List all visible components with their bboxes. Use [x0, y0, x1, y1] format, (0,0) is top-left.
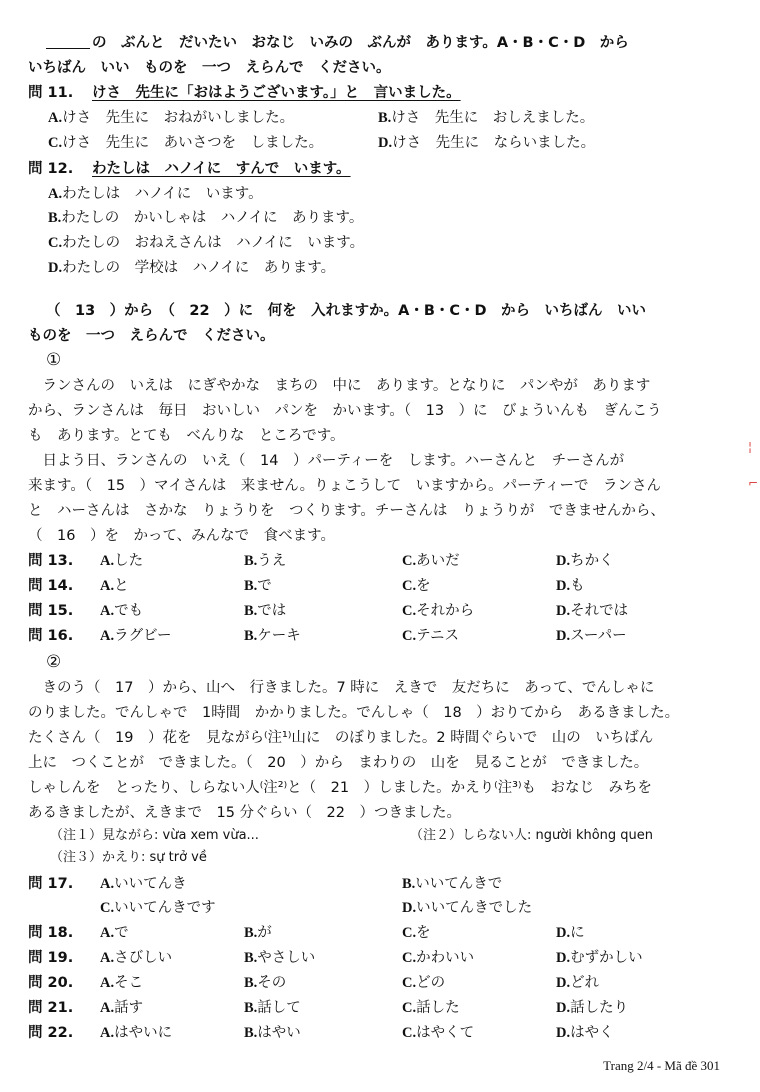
q17-option-a: A.いいてんき — [100, 876, 187, 892]
q19-option-a: A.さびしい — [100, 950, 173, 966]
q13-label: 問 13. — [28, 553, 74, 569]
q18-option-a: A.で — [100, 925, 129, 941]
q11-option-a: A.けさ 先生に おねがいしました。 — [48, 110, 295, 126]
q22-label: 問 22. — [28, 1025, 74, 1041]
q13-option-c: C.あいだ — [402, 553, 460, 569]
q11-option-d: D.けさ 先生に ならいました。 — [378, 135, 596, 151]
instruction-text: の ぶんと だいたい おなじ いみの ぶんが あります。A・B・C・D から — [92, 35, 629, 51]
q16-option-b: B.ケーキ — [244, 628, 301, 644]
passage2-line: たくさん（ 19 ）花を 見ながら⁽注¹⁾山に のぼりました。2 時間ぐらいで 山の いちばん — [28, 730, 654, 746]
q16-option-a: A.ラグビー — [100, 628, 172, 644]
passage1-line: ランさんの いえは にぎやかな まちの 中に あります。となりに パンやが あります — [28, 378, 651, 394]
passage1-line: （ 16 ）を かって、みんなで 食べます。 — [28, 528, 335, 544]
q15-option-d: D.それでは — [556, 603, 629, 619]
passage1-marker: ① — [46, 350, 62, 370]
q20-label: 問 20. — [28, 975, 74, 991]
passage2-line: のりました。でんしゃで 1時間 かかりました。でんしゃ（ 18 ）おりてから あるきました。 — [28, 705, 680, 721]
q11-option-b: B.けさ 先生に おしえました。 — [378, 110, 595, 126]
q16-option-d: D.スーパー — [556, 628, 627, 644]
q15-option-b: B.では — [244, 603, 287, 619]
q20-option-a: A.そこ — [100, 975, 144, 991]
q14-option-d: D.も — [556, 578, 585, 594]
instruction-line-1 — [46, 34, 629, 52]
q14-option-c: C.を — [402, 578, 431, 594]
passage1-line: と ハーさんは さかな りょうりを つくります。チーさんは りょうりが できませんから、 — [28, 503, 665, 519]
q22-option-d: D.はやく — [556, 1025, 614, 1041]
q21-option-b: B.話して — [244, 1000, 301, 1016]
q21-option-a: A.話す — [100, 1000, 144, 1016]
instruction-part2-line-2: ものを 一つ えらんで ください。 — [28, 328, 275, 344]
q18-option-d: D.に — [556, 925, 585, 941]
q14-option-a: A.と — [100, 578, 129, 594]
q18-option-c: C.を — [402, 925, 431, 941]
page-footer: Trang 2/4 - Mã đề 301 — [603, 1058, 720, 1073]
q16-option-c: C.テニス — [402, 628, 460, 644]
q20-option-b: B.その — [244, 975, 287, 991]
footnote-3: （注３）かえり: sự trở về — [50, 850, 207, 865]
q20-option-d: D.どれ — [556, 975, 600, 991]
passage2-line: しゃしんを とったり、しらない人⁽注²⁾と（ 21 ）しました。かえり⁽注³⁾も おなじ みちを — [28, 780, 653, 796]
passage1-line: も あります。とても べんりな ところです。 — [28, 428, 345, 444]
q17-label: 問 17. — [28, 876, 74, 892]
passage2-marker: ② — [46, 652, 62, 672]
q22-option-b: B.はやい — [244, 1025, 301, 1041]
q19-option-c: C.かわいい — [402, 950, 475, 966]
passage1-line: 来ます。（ 15 ）マイさんは 来ません。りょこうして いますから。パーティーで ランさん — [28, 478, 661, 494]
passage1-line: から、ランさんは 毎日 おいしい パンを かいます。（ 13 ）に びょういんも ぎんこう — [28, 403, 662, 419]
instruction-part2-line-1: （ 13 ）から （ 22 ）に 何を 入れますか。A・B・C・D から いちばん いい — [46, 303, 647, 319]
q16-label: 問 16. — [28, 628, 74, 644]
answer-blank — [46, 34, 90, 49]
q12-stem: わたしは ハノイに すんで います。 — [92, 161, 351, 177]
q22-option-c: C.はやくて — [402, 1025, 475, 1041]
q15-label: 問 15. — [28, 603, 74, 619]
q20-option-c: C.どの — [402, 975, 446, 991]
scan-mark: ¦ — [748, 440, 753, 454]
q15-option-c: C.それから — [402, 603, 475, 619]
passage1-line: 日よう日、ランさんの いえ（ 14 ）パーティーを します。ハーさんと チーさんが — [28, 453, 625, 469]
q14-option-b: B.で — [244, 578, 272, 594]
footnote-2: （注２）しらない人: người không quen — [410, 828, 654, 843]
q11-label: 問 11. — [28, 85, 74, 101]
q21-option-c: C.話した — [402, 1000, 460, 1016]
passage2-line: あるきましたが、えきまで 15 分ぐらい（ 22 ）つきました。 — [28, 805, 462, 821]
scan-mark: ⌐ — [748, 476, 759, 490]
q12-option-a: A.わたしは ハノイに います。 — [48, 186, 263, 202]
q21-option-d: D.話したり — [556, 1000, 629, 1016]
footnote-1: （注１）見ながら: vừa xem vừa... — [50, 828, 259, 843]
q18-label: 問 18. — [28, 925, 74, 941]
q12-option-b: B.わたしの かいしゃは ハノイに あります。 — [48, 210, 364, 226]
q17-option-c: C.いいてんきです — [100, 900, 216, 916]
q15-option-a: A.でも — [100, 603, 144, 619]
q18-option-b: B.が — [244, 925, 272, 941]
q22-option-a: A.はやいに — [100, 1025, 173, 1041]
q11-stem: けさ 先生に「おはようございます。」と 言いました。 — [92, 85, 461, 101]
q12-option-d: D.わたしの 学校は ハノイに あります。 — [48, 260, 336, 276]
q12-option-c: C.わたしの おねえさんは ハノイに います。 — [48, 235, 365, 251]
q19-option-d: D.むずかしい — [556, 950, 643, 966]
passage2-line: 上に つくことが できました。（ 20 ）から まわりの 山を 見ることが できました。 — [28, 755, 649, 771]
q14-label: 問 14. — [28, 578, 74, 594]
q11-option-c: C.けさ 先生に あいさつを しました。 — [48, 135, 324, 151]
q17-option-b: B.いいてんきで — [402, 876, 503, 892]
q21-label: 問 21. — [28, 1000, 74, 1016]
instruction-line-2: いちばん いい ものを 一つ えらんで ください。 — [28, 60, 391, 76]
passage2-line: きのう（ 17 ）から、山へ 行きました。7 時に えきで 友だちに あって、でんしゃに — [28, 680, 655, 696]
q17-option-d: D.いいてんきでした — [402, 900, 533, 916]
q19-option-b: B.やさしい — [244, 950, 316, 966]
q13-option-b: B.うえ — [244, 553, 287, 569]
q19-label: 問 19. — [28, 950, 74, 966]
q13-option-d: D.ちかく — [556, 553, 614, 569]
q13-option-a: A.した — [100, 553, 144, 569]
q12-label: 問 12. — [28, 161, 74, 177]
